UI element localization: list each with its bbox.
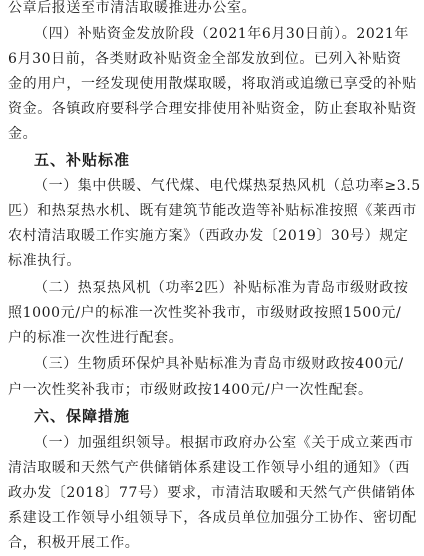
text-line-21: 系建设工作领导小组领导下，各成员单位加强分工协作、密切配 [8,510,417,526]
text-line-3: 6月30日前，各类财政补贴资金全部发放到位。已列入补贴资 [8,51,402,67]
text-line-2: （四）补贴资金发放阶段（2021年6月30日前）。2021年 [34,26,409,42]
text-line-15: （三）生物质环保炉具补贴标准为青岛市级财政按400元/ [34,356,404,372]
text-line-18: （一）加强组织领导。根据市政府办公室《关于成立莱西市 [34,435,414,451]
text-line-20: 政办发〔2018〕77号）要求，市清洁取暖和天然气产供储销体 [8,485,416,501]
text-line-22: 合，积极开展工作。 [8,535,140,551]
text-line-8: （一）集中供暖、气代煤、电代煤热泵热风机（总功率≥3.5 [34,178,421,194]
text-line-1: 公章后报送至市清洁取暖推进办公室。 [8,0,257,16]
text-line-16: 户一次性奖补我市；市级财政按1400元/户一次性配套。 [8,382,373,398]
section-heading-safeguard-measures: 六、保障措施 [34,407,131,425]
text-line-9: 匹）和热泵热水机、既有建筑节能改造等补贴标准按照《莱西市 [8,203,417,219]
text-line-5: 资金。各镇政府要科学合理安排使用补贴资金，防止套取补贴资 [8,101,417,117]
text-line-11: 标准执行。 [8,253,81,269]
text-line-19: 清洁取暖和天然气产供储销体系建设工作领导小组的通知》（西 [8,460,410,476]
text-line-6: 金。 [8,126,38,142]
text-line-13: 照1000元/户的标准一次性奖补我市，市级财政按照1500元/ [8,305,402,321]
text-line-14: 户的标准一次性进行配套。 [8,330,184,346]
text-line-4: 金的用户，一经发现使用散煤取暖，将取消或追缴已享受的补贴 [8,76,417,92]
text-line-12: （二）热泵热风机（功率2匹）补贴标准为青岛市级财政按 [34,280,409,296]
text-line-10: 农村清洁取暖工作实施方案》（西政办发〔2019〕30号）规定 [8,228,409,244]
section-heading-subsidy-standard: 五、补贴标准 [34,151,131,169]
